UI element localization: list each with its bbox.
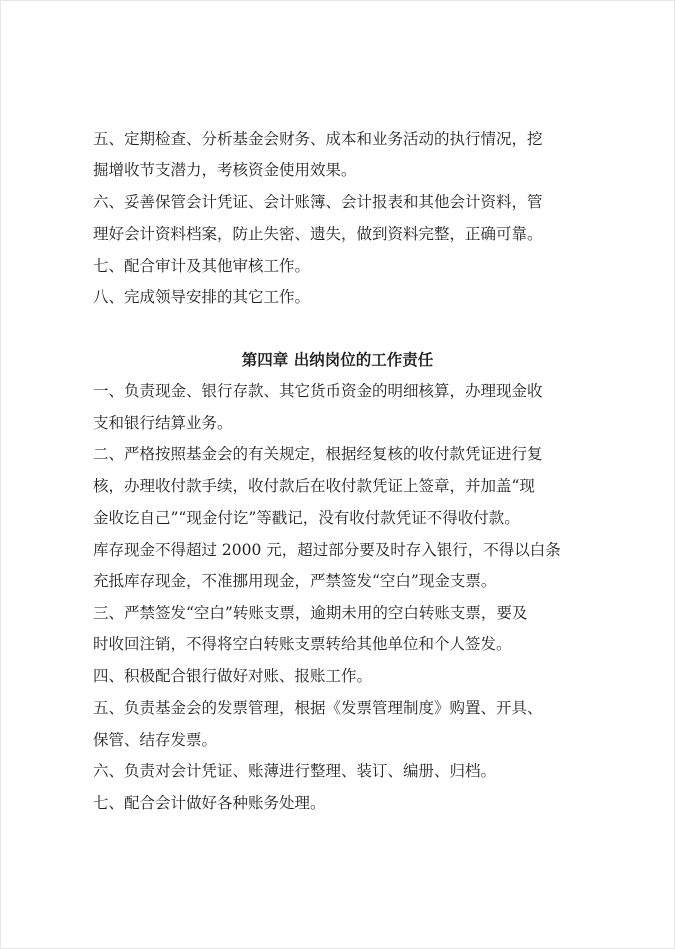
text-line: 理好会计资料档案，防止失密、遗失，做到资料完整，正确可靠。 bbox=[93, 225, 543, 243]
text-line: 三、严禁签发“空白”转账支票，逾期未用的空白转账支票，要及 bbox=[93, 604, 528, 622]
text-line: 五、负责基金会的发票管理，根据《发票管理制度》购置、开具、 bbox=[93, 699, 543, 717]
chapter-heading: 第四章 出纳岗位的工作责任 bbox=[241, 351, 434, 369]
text-line: 七、配合审计及其他审核工作。 bbox=[93, 257, 311, 275]
text-line: 五、定期检查、分析基金会财务、成本和业务活动的执行情况，挖 bbox=[93, 130, 543, 148]
text-line: 掘增收节支潜力，考核资金使用效果。 bbox=[93, 161, 357, 179]
text-line: 七、配合会计做好各种账务处理。 bbox=[93, 794, 326, 812]
text-line: 六、负责对会计凭证、账薄进行整理、装订、编册、归档。 bbox=[93, 762, 497, 780]
text-line: 充抵库存现金，不准挪用现金，严禁签发“空白”现金支票。 bbox=[93, 572, 497, 590]
text-line: 一、负责现金、银行存款、其它货币资金的明细核算，办理现金收 bbox=[93, 382, 543, 400]
text-line: 库存现金不得超过 2000 元，超过部分要及时存入银行，不得以白条 bbox=[93, 541, 561, 559]
text-line: 保管、结存发票。 bbox=[93, 731, 218, 749]
text-line: 时收回注销，不得将空白转账支票转给其他单位和个人签发。 bbox=[93, 635, 512, 653]
text-line: 金收讫自己”“现金付讫”等戳记，没有收付款凭证不得收付款。 bbox=[93, 509, 520, 527]
text-line: 八、完成领导安排的其它工作。 bbox=[93, 288, 311, 306]
text-line: 支和银行结算业务。 bbox=[93, 414, 233, 432]
text-line: 核，办理收付款手续，收付款后在收付款凭证上签章，并加盖“现 bbox=[93, 477, 535, 495]
text-line: 六、妥善保管会计凭证、会计账簿、会计报表和其他会计资料，管 bbox=[93, 193, 543, 211]
text-line: 二、严格按照基金会的有关规定，根据经复核的收付款凭证进行复 bbox=[93, 445, 543, 463]
text-line: 四、积极配合银行做好对账、报账工作。 bbox=[93, 667, 373, 685]
